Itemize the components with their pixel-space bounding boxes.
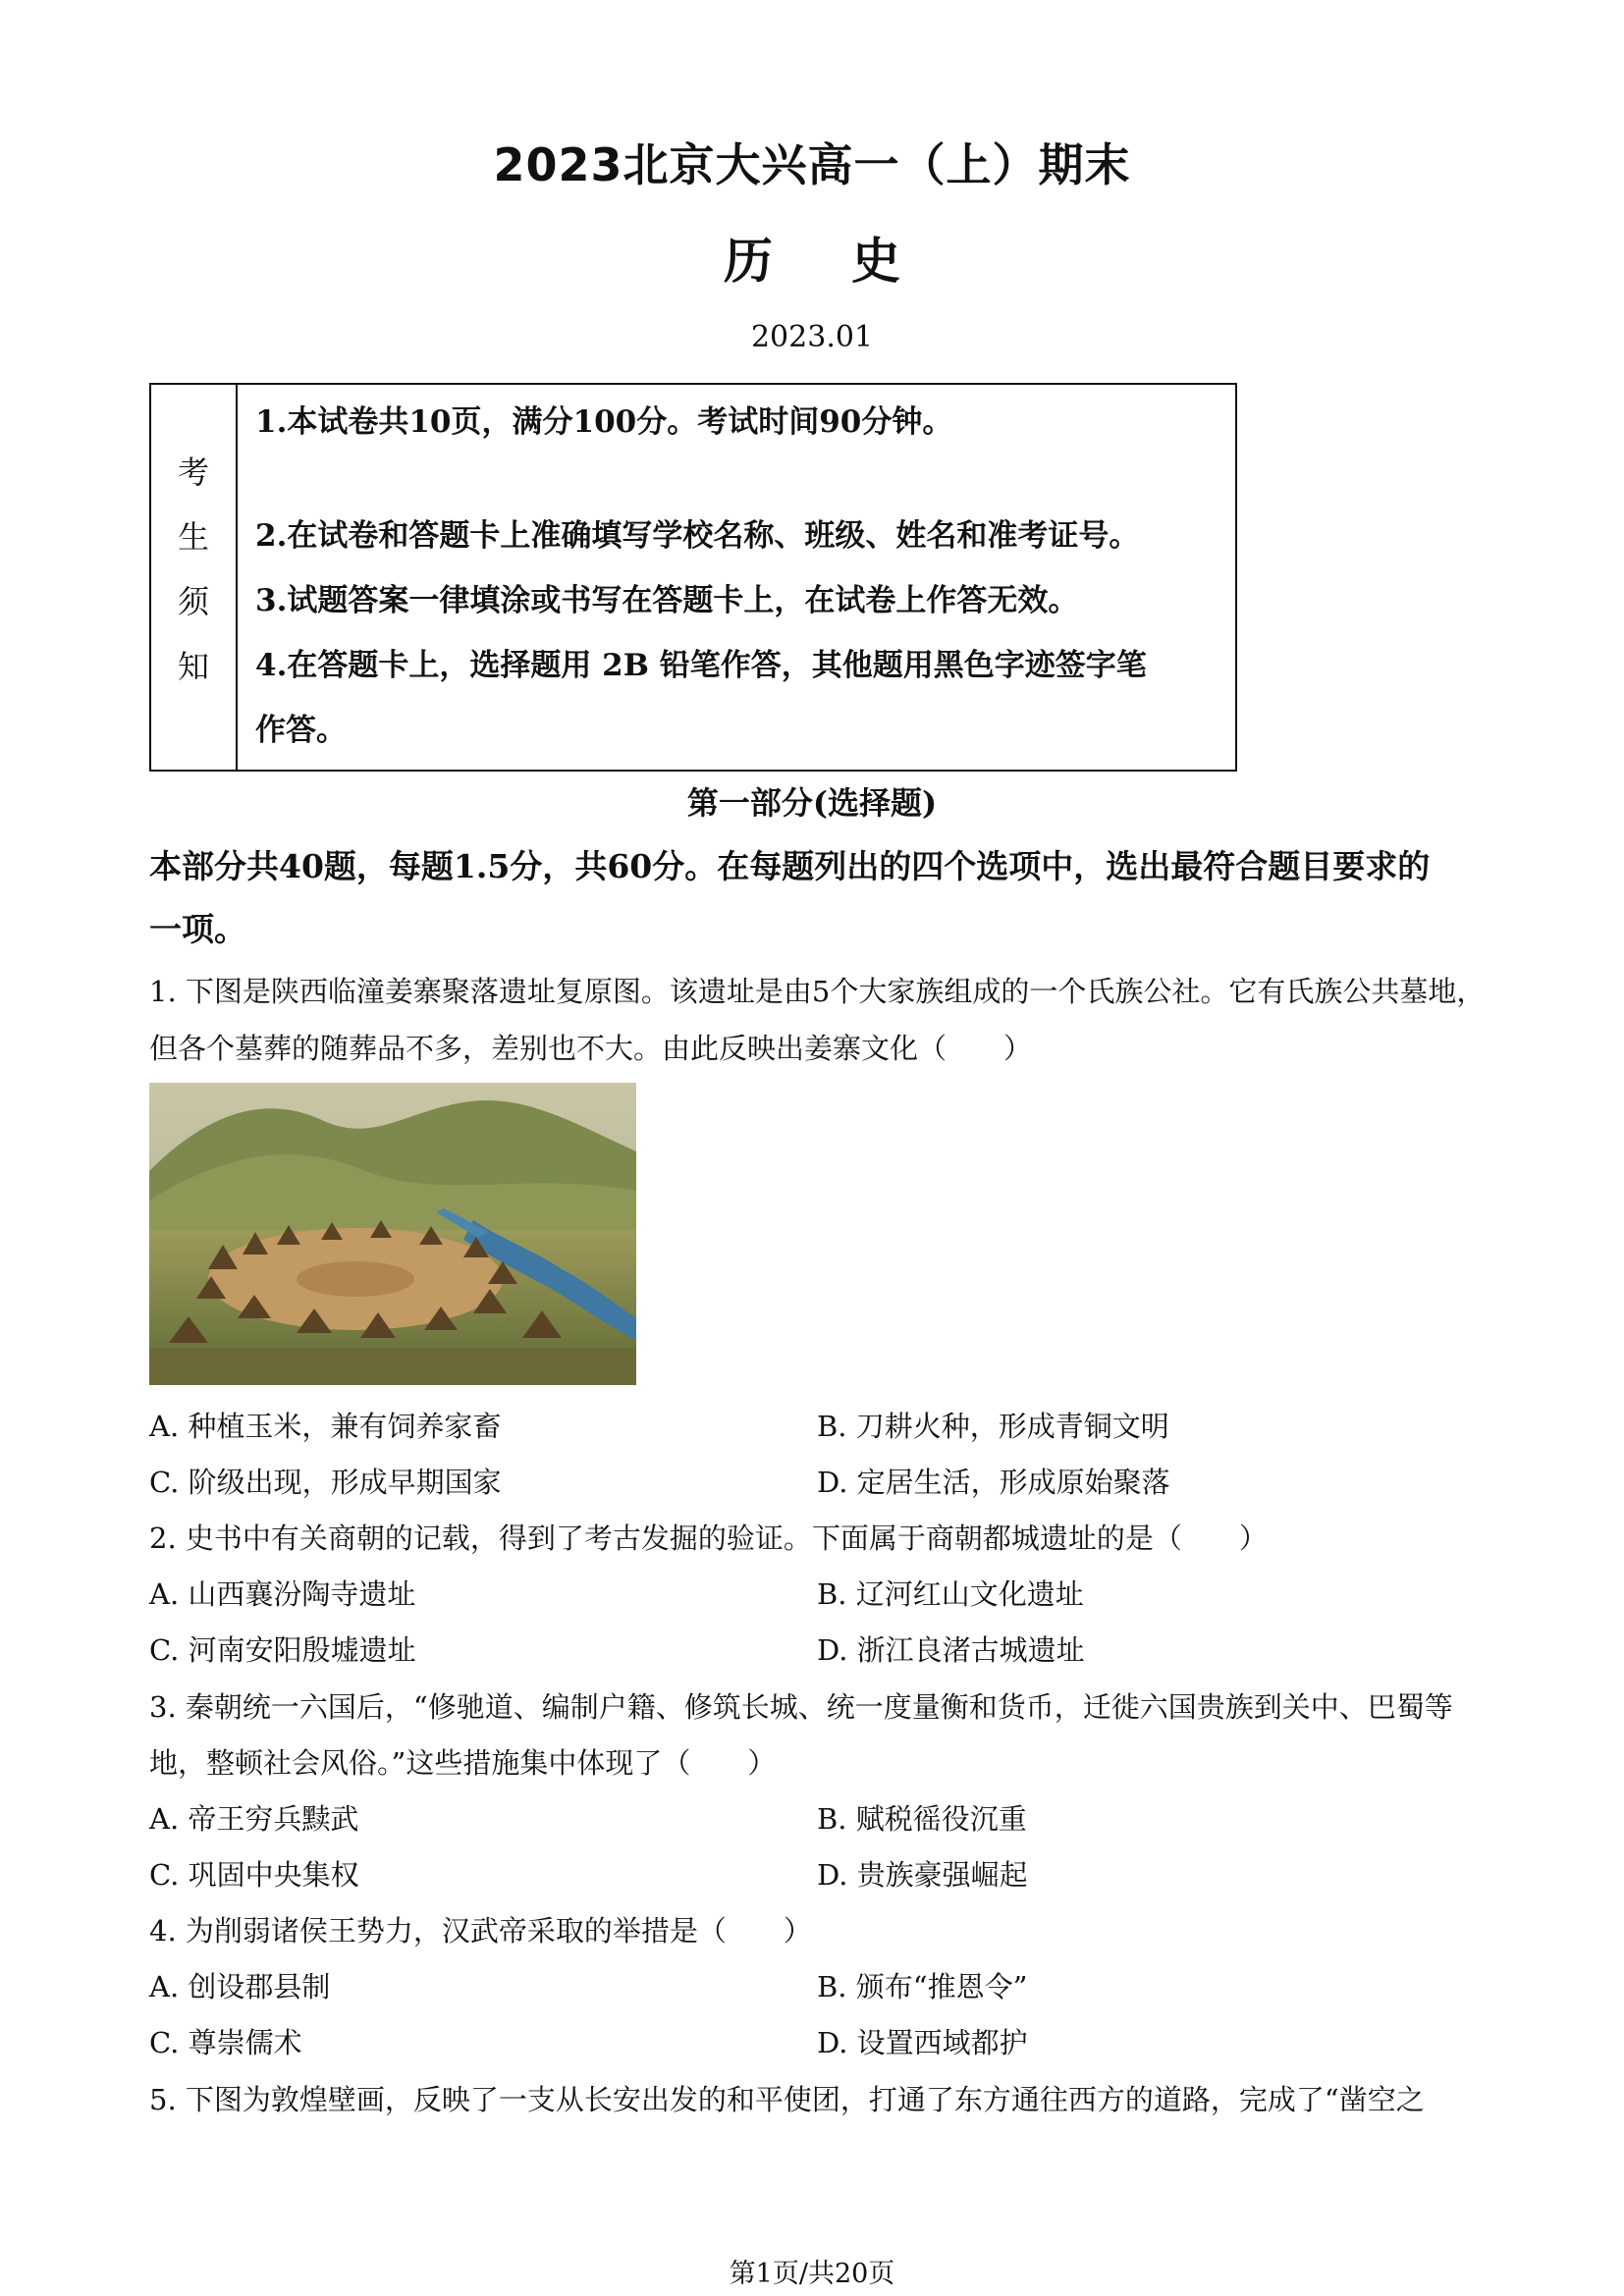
notice-label-char: 知 (177, 648, 209, 685)
question-4-option-d: D. 设置西域都护 (817, 2026, 1028, 2059)
part-instruction: 一项。 (149, 910, 246, 948)
question-1-option-a: A. 种植玉米，兼有饲养家畜 (149, 1410, 502, 1443)
question-3-option-c: C. 巩固中央集权 (149, 1858, 359, 1892)
notice-rule: 3.试题答案一律填涂或书写在答题卡上，在试卷上作答无效。 (255, 583, 1079, 618)
settlement-illustration-svg (149, 1083, 636, 1385)
jiangzhai-settlement-illustration (149, 1083, 636, 1385)
part-heading: 第一部分(选择题) (686, 784, 938, 822)
question-5-text: 5. 下图为敦煌壁画，反映了一支从长安出发的和平使团，打通了东方通往西方的道路，完成了“凿空之 (149, 2083, 1425, 2116)
page-title: 2023北京大兴高一（上）期末 (493, 138, 1131, 191)
question-3-option-b: B. 赋税徭役沉重 (817, 1802, 1027, 1836)
question-4-option-a: A. 创设郡县制 (149, 1970, 331, 2003)
question-4-text: 4. 为削弱诸侯王势力，汉武帝采取的举措是（ ） (149, 1914, 812, 1948)
notice-box (149, 383, 1237, 772)
question-4-option-b: B. 颁布“推恩令” (817, 1970, 1028, 2003)
subject-title: 历史 (724, 233, 979, 290)
question-2-option-b: B. 辽河红山文化遗址 (817, 1577, 1084, 1611)
question-1-option-b: B. 刀耕火种，形成青铜文明 (817, 1410, 1169, 1443)
notice-rule: 2.在试卷和答题卡上准确填写学校名称、班级、姓名和准考证号。 (255, 518, 1140, 554)
notice-rule: 1.本试卷共10页，满分100分。考试时间90分钟。 (255, 404, 953, 440)
question-4-option-c: C. 尊崇儒术 (149, 2026, 302, 2059)
exam-date: 2023.01 (750, 320, 874, 354)
notice-label-char: 须 (177, 583, 209, 620)
question-1-option-d: D. 定居生活，形成原始聚落 (817, 1466, 1170, 1499)
notice-label (151, 385, 238, 770)
question-3-option-d: D. 贵族豪强崛起 (817, 1858, 1028, 1892)
question-2-option-d: D. 浙江良渚古城遗址 (817, 1633, 1085, 1667)
question-3-text: 3. 秦朝统一六国后，“修驰道、编制户籍、修筑长城、统一度量衡和货币，迁徙六国贵族到关中、巴蜀等 (149, 1690, 1453, 1724)
question-1-text: 1. 下图是陕西临潼姜寨聚落遗址复原图。该遗址是由5个大家族组成的一个氏族公社。它有氏族公共墓地， (149, 975, 1486, 1008)
question-2-text: 2. 史书中有关商朝的记载，得到了考古发掘的验证。下面属于商朝都城遗址的是（ ） (149, 1522, 1268, 1555)
question-2-option-c: C. 河南安阳殷墟遗址 (149, 1633, 416, 1667)
question-3-text: 地，整顿社会风俗。”这些措施集中体现了（ ） (149, 1746, 777, 1780)
part-instruction: 本部分共40题，每题1.5分，共60分。在每题列出的四个选项中，选出最符合题目要求的 (149, 847, 1431, 885)
notice-rule: 4.在答题卡上，选择题用 2B 铅笔作答，其他题用黑色字迹签字笔 (255, 648, 1147, 683)
notice-label-char: 考 (177, 454, 209, 491)
question-3-option-a: A. 帝王穷兵黩武 (149, 1802, 359, 1836)
page-footer: 第1页/共20页 (729, 2259, 895, 2289)
notice-rule: 作答。 (255, 713, 347, 748)
question-1-text: 但各个墓葬的随葬品不多，差别也不大。由此反映出姜寨文化（ ） (149, 1032, 1033, 1065)
question-1-option-c: C. 阶级出现，形成早期国家 (149, 1466, 502, 1499)
question-2-option-a: A. 山西襄汾陶寺遗址 (149, 1577, 416, 1611)
notice-label-char: 生 (177, 518, 209, 556)
